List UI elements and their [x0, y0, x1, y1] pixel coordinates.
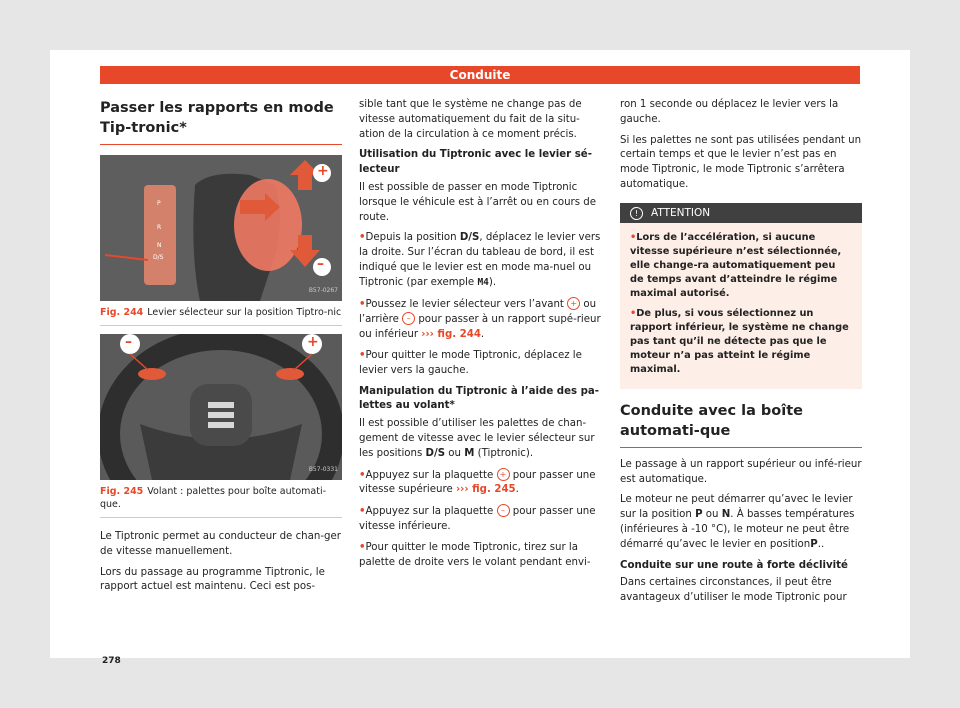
bullet-item: • De plus, si vous sélectionnez un rapport inférieur, le système ne change pas tant qu’il ne détecte pas que le moteur n’a pas atteint le régime maximal. [630, 307, 852, 377]
figure-code: B57-0267 [308, 287, 338, 295]
figure-caption [100, 306, 342, 326]
figure-code: B57-0331 [308, 466, 338, 474]
section-heading: Passer les rapports en mode Tip-tronic* [100, 100, 334, 136]
title-wrap [100, 98, 342, 145]
attention-body [620, 223, 862, 389]
gear-letter-r: R [157, 224, 162, 231]
paragraph: Dans certaines circonstances, il peut être avantageux d’utiliser le mode Tiptronic pour [620, 577, 847, 604]
figure-link[interactable]: ››› fig. 245 [455, 484, 516, 496]
gear-letter-ds: D/S [153, 254, 164, 261]
attention-heading: ATTENTION [651, 206, 711, 219]
figure-steering-wheel [100, 334, 342, 480]
subheading: Manipulation du Tiptronic à l’aide des pa-lettes au volant* [359, 385, 599, 412]
section-heading: Conduite avec la boîte automati-que [620, 402, 804, 439]
bullet-item: • Appuyez sur la plaquette – pour passer une vitesse inférieure. [359, 504, 601, 535]
manual-page [50, 50, 910, 666]
paragraph: ron 1 seconde ou déplacez le levier vers la gauche. [620, 99, 839, 125]
plus-icon: + [567, 297, 580, 310]
paragraph: Lors du passage au programme Tiptronic, le rapport actuel est maintenu. Ceci est pos- [100, 566, 325, 593]
column-2 [359, 98, 601, 576]
paddle-minus-icon: – [125, 334, 132, 350]
bullet-item: • Pour quitter le mode Tiptronic, déplacez le levier vers la gauche. [359, 349, 601, 379]
paddle-plus-icon: + [307, 334, 319, 350]
caption-text: Levier sélecteur sur la position Tiptro-nic [147, 307, 342, 318]
section-header [100, 66, 860, 84]
bullet-item: • Appuyez sur la plaquette + pour passer une vitesse supérieure ››› fig. 245. [359, 468, 601, 499]
subheading: Utilisation du Tiptronic avec le levier sé-lecteur [359, 149, 592, 176]
gear-letter-p: P [157, 200, 161, 207]
bullet-item: • Depuis la position D/S, déplacez le levier vers la droite. Sur l’écran du tableau de bord, il est indiqué que le levier est en mode ma-nuel ou Tiptronic (par exemple M4). [359, 231, 601, 290]
bullet-item: • Poussez le levier sélecteur vers l’avant + ou l’arrière – pour passer à un rapport supé-rieur ou inférieur ››› fig. 244. [359, 297, 601, 343]
bullet-item: • Lors de l’accélération, si aucune vitesse supérieure n’est sélectionnée, elle change-ra automatiquement peu de temps avant d’atteindre le régime maximal autorisé. [630, 231, 852, 301]
plus-icon: + [317, 163, 329, 179]
gear-lever-illustration [100, 155, 342, 301]
title-wrap [620, 401, 862, 448]
attention-box [620, 203, 862, 389]
paragraph: Si les palettes ne sont pas utilisées pendant un certain temps et que le levier n’est pas en mode Tiptronic, le mode Tiptronic s’arrêtera automatique. [620, 134, 862, 190]
warning-icon: ! [630, 207, 643, 220]
minus-icon: – [402, 312, 415, 325]
page-number: 278 [102, 656, 121, 666]
paragraph: sible tant que le système ne change pas de vitesse automatiquement du fait de la situ-ation de la circulation à ce moment précis. [359, 99, 582, 140]
paragraph: Il est possible de passer en mode Tiptronic lorsque le véhicule est à l’arrêt ou en cours de route. [359, 181, 597, 223]
bullet-item: • Pour quitter le mode Tiptronic, tirez sur la palette de droite vers le volant pendant envi- [359, 541, 601, 571]
steering-wheel-illustration [100, 334, 342, 480]
subheading: Conduite sur une route à forte déclivité [620, 559, 848, 571]
gear-letter-n: N [157, 242, 162, 249]
column-1 [100, 98, 342, 601]
plus-icon: + [497, 468, 510, 481]
paragraph: Le moteur ne peut démarrer qu’avec le levier sur la position P ou N. À basses températures (inférieures à -10 °C), le moteur ne peut être démarré qu’avec le levier en positionP.. [620, 494, 855, 550]
figure-label: Fig. 245 [100, 486, 144, 497]
paragraph: Le Tiptronic permet au conducteur de chan-ger de vitesse manuellement. [100, 531, 341, 557]
figure-caption [100, 485, 342, 518]
figure-link[interactable]: ››› fig. 244 [421, 329, 481, 341]
figure-gear-lever [100, 155, 342, 301]
paragraph: Le passage à un rapport supérieur ou infé-rieur est automatique. [620, 458, 862, 485]
caption-text: Volant : palettes pour boîte automati-que. [100, 486, 327, 510]
column-3 [620, 98, 862, 612]
section-title: Conduite [449, 68, 511, 82]
paragraph: Il est possible d’utiliser les palettes de chan-gement de vitesse avec le levier sélecteur sur les positions D/S ou M (Tiptronic). [359, 418, 595, 459]
attention-header [620, 203, 862, 223]
figure-label: Fig. 244 [100, 307, 144, 318]
minus-icon: – [317, 256, 324, 272]
minus-icon: – [497, 504, 510, 517]
